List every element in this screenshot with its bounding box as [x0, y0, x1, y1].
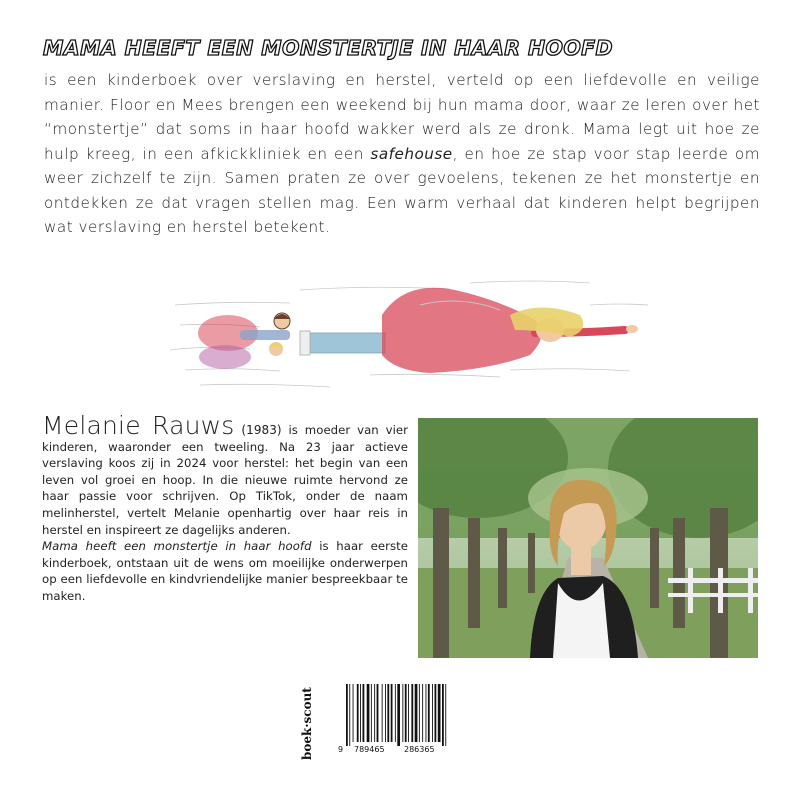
barcode-bar: [377, 684, 379, 742]
barcode-bar: [374, 684, 375, 742]
description-text-1: is een kinderboek over verslaving en herstel, verteld op een liefdevolle en veilige manier. Floor en Mees brengen een weekend bij hun mama door, waar ze leren over het “monstertje” dat soms in haar hoofd wakker werd als ze dronk. Mama legt uit hoe ze hulp kreeg, in een afkickkliniek en een: [44, 71, 760, 163]
author-bio: [42, 411, 409, 605]
book-title: MAMA HEEFT EEN MONSTERTJE IN HAAR HOOFD: [43, 36, 613, 60]
barcode-bar: [371, 684, 372, 742]
barcode-bar: [408, 684, 409, 742]
publisher-logo: boek·scout: [300, 687, 314, 760]
mama-shoe: [300, 331, 310, 355]
book-description: [44, 68, 760, 240]
barcode-bar: [385, 684, 386, 742]
barcode-bar: [353, 684, 354, 742]
barcode-bar: [391, 684, 393, 742]
child-dress: [199, 345, 251, 369]
small-child-hair: [269, 343, 283, 347]
barcode-bar: [422, 684, 423, 742]
author-year: (1983): [241, 423, 282, 437]
barcode-bar: [346, 684, 348, 746]
bio-paragraph-2: [42, 538, 408, 604]
author-photo: [418, 418, 758, 658]
description-text-2: , en hoe ze stap voor stap leerde om weer zichzelf te zijn. Samen praten ze over gevoelens, tekenen ze het monstertje en ontdekken ze dat vragen stellen mag. Een warm verhaal dat kinderen helpt begrijpen wat verslaving en herstel betekent.: [44, 144, 760, 236]
barcode-digit-first: 9: [338, 745, 344, 754]
barcode-bar: [442, 684, 444, 746]
author-name: Melanie Rauws: [42, 411, 235, 440]
mama-hand: [626, 325, 638, 333]
barcode-bar: [405, 684, 407, 742]
barcode-bar: [435, 684, 437, 742]
mama-legs: [305, 333, 385, 353]
barcode-bar: [349, 684, 350, 746]
barcode-bar: [445, 684, 446, 746]
barcode-bar: [428, 684, 430, 742]
barcode: [312, 680, 452, 760]
barcode-bar: [382, 684, 383, 742]
mama-dress: [382, 288, 541, 373]
barcode-bar: [438, 684, 441, 742]
description-italic: safehouse: [370, 144, 453, 163]
bio-text-2: is haar eerste kinderboek, ontstaan uit de wens om moeilijke onderwerpen op een liefdevolle en kindvriendelijke manier bespreekbaar te maken.: [42, 539, 408, 603]
barcode-bar: [360, 684, 361, 742]
barcode-digits-2: 286365: [404, 745, 435, 754]
barcode-bar: [432, 684, 433, 742]
barcode-bar: [415, 684, 418, 742]
bio-text-1: is moeder van vier kinderen, waaronder een tweeling. Na 23 jaar actieve verslaving koos zij in 2024 voor herstel: het begin van een leven vol groei en hoop. In die nieuwe ruimte hervond ze haar passie voor schrijven. Op TikTok, onder de naam melinherstel, vertelt Melanie openhartig over haar reis in herstel en inspireert ze dagelijks anderen.: [42, 423, 409, 537]
barcode-bar: [397, 684, 400, 746]
barcode-bar: [411, 684, 413, 742]
barcode-bar: [426, 684, 427, 742]
barcode-bar: [367, 684, 370, 742]
flying-family-illustration: [170, 275, 650, 395]
barcode-bar: [387, 684, 389, 742]
bio-book-title: Mama heeft een monstertje in haar hoofd: [42, 539, 312, 554]
barcode-bar: [363, 684, 365, 742]
barcode-bar: [357, 684, 359, 742]
child-arm: [240, 330, 290, 340]
barcode-bar: [402, 684, 403, 742]
bio-paragraph: [42, 411, 409, 538]
barcode-bar: [419, 684, 420, 742]
barcode-bar: [395, 684, 396, 742]
barcode-digits-1: 789465: [354, 745, 385, 754]
